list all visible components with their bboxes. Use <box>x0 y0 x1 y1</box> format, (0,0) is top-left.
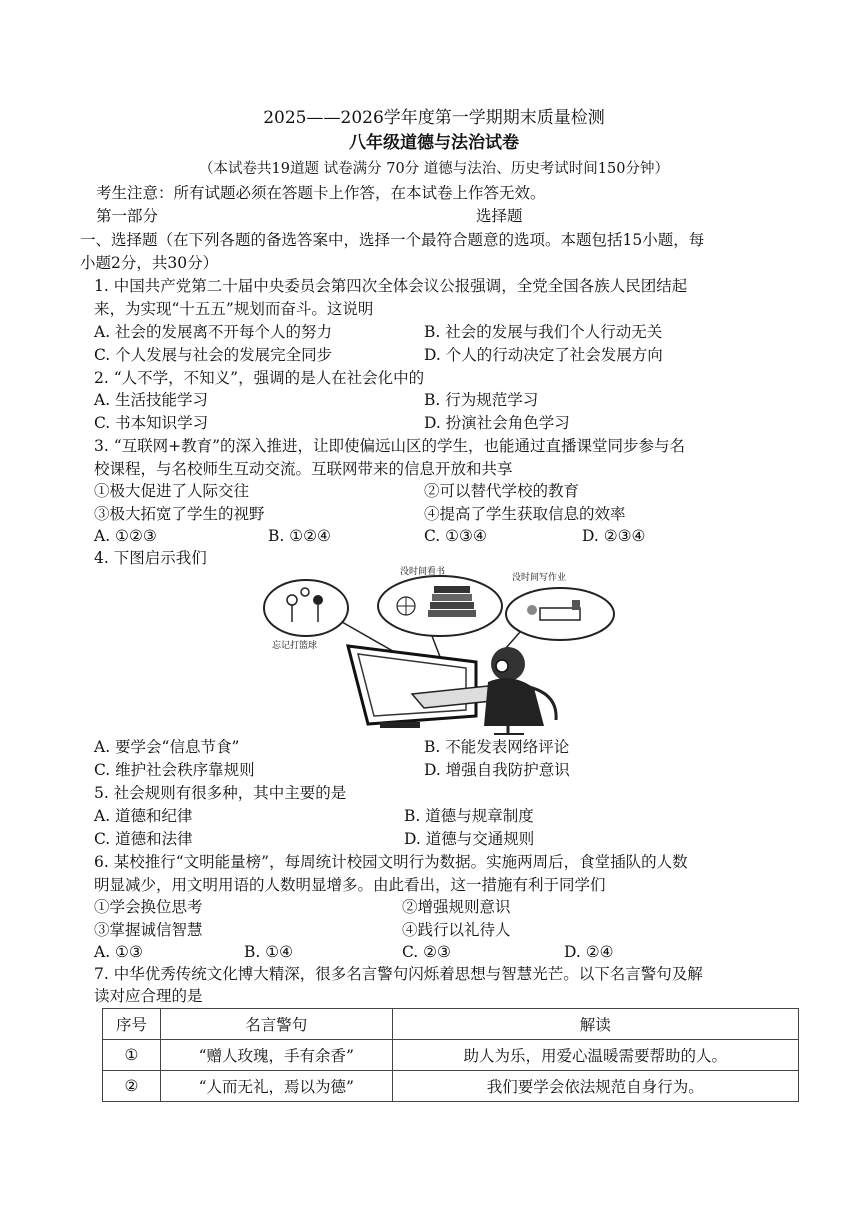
exam-info: （本试卷共19道题 试卷满分 70分 道德与法治、历史考试时间150分钟） <box>199 161 669 177</box>
q4-cartoon-illustration <box>262 566 618 736</box>
q7-cell-quote: “人而无礼，焉以为德” <box>160 1071 392 1102</box>
q6-option-d: D. ②④ <box>564 943 614 961</box>
q2-option-a: A. 生活技能学习 <box>94 391 209 409</box>
section-instruction-line2: 小题2分，共30分） <box>80 254 219 272</box>
table-row <box>103 1071 799 1102</box>
q3-option-c: C. ①③④ <box>424 527 487 545</box>
q2-option-d: D. 扮演社会角色学习 <box>424 414 570 432</box>
q7-header-quote: 名言警句 <box>160 1009 392 1040</box>
q4-stem: 4. 下图启示我们 <box>94 549 207 567</box>
q1-option-c: C. 个人发展与社会的发展完全同步 <box>94 346 333 364</box>
table-row <box>103 1040 799 1071</box>
bubble-label-homework: 没时间写作业 <box>512 573 567 583</box>
q7-stem-line2: 读对应合理的是 <box>94 987 203 1005</box>
q3-option-d: D. ②③④ <box>582 527 646 545</box>
bubble-label-reading: 没时间看书 <box>400 567 446 577</box>
exam-subtitle: 八年级道德与法治试卷 <box>349 133 519 153</box>
q6-statement-2: ②增强规则意识 <box>402 898 511 916</box>
q6-option-a: A. ①③ <box>94 943 143 961</box>
q5-stem: 5. 社会规则有很多种，其中主要的是 <box>94 784 347 802</box>
q7-table <box>102 1008 799 1102</box>
q3-stem-line2: 校课程，与名校师生互动交流。互联网带来的信息开放和共享 <box>94 460 513 478</box>
q5-option-c: C. 道德和法律 <box>94 830 193 848</box>
q1-option-a: A. 社会的发展离不开每个人的努力 <box>94 323 333 341</box>
q7-cell-interpretation: 我们要学会依法规范自身行为。 <box>392 1071 798 1102</box>
q3-stem-line1: 3. “互联网+教育”的深入推进，让即使偏远山区的学生，也能通过直播课堂同步参与名 <box>94 437 686 455</box>
q1-stem-line1: 1. 中国共产党第二十届中央委员会第四次全体会议公报强调，全党全国各族人民团结起 <box>94 277 688 295</box>
q7-stem-line1: 7. 中华优秀传统文化博大精深，很多名言警句闪烁着思想与智慧光芒。以下名言警句及解 <box>94 965 703 983</box>
q7-cell-interpretation: 助人为乐，用爱心温暖需要帮助的人。 <box>392 1040 798 1071</box>
q7-cell-quote: “赠人玫瑰，手有余香” <box>160 1040 392 1071</box>
q7-cell-number: ② <box>103 1071 161 1102</box>
q3-statement-3: ③极大拓宽了学生的视野 <box>94 505 265 523</box>
q6-statement-4: ④践行以礼待人 <box>402 921 511 939</box>
q1-option-b: B. 社会的发展与我们个人行动无关 <box>424 323 663 341</box>
section-instruction-line1: 一、选择题（在下列各题的备选答案中，选择一个最符合题意的选项。本题包括15小题，每 <box>80 231 705 249</box>
q4-option-b: B. 不能发表网络评论 <box>424 738 570 756</box>
q5-option-d: D. 道德与交通规则 <box>404 830 535 848</box>
q1-stem-line2: 来，为实现“十五五”规划而奋斗。这说明 <box>94 300 374 318</box>
q1-option-d: D. 个人的行动决定了社会发展方向 <box>424 346 663 364</box>
q2-option-b: B. 行为规范学习 <box>424 391 539 409</box>
exam-title: 2025——2026学年度第一学期期末质量检测 <box>263 108 605 128</box>
q6-option-b: B. ①④ <box>244 943 294 961</box>
q6-option-c: C. ②③ <box>402 943 451 961</box>
q3-option-a: A. ①②③ <box>94 527 157 545</box>
q3-statement-1: ①极大促进了人际交往 <box>94 482 250 500</box>
part-title: 选择题 <box>476 207 523 225</box>
q7-table-header-row <box>103 1009 799 1040</box>
q4-option-d: D. 增强自我防护意识 <box>424 761 570 779</box>
bubble-label-basketball: 忘记打篮球 <box>272 641 318 651</box>
exam-notice: 考生注意：所有试题必须在答题卡上作答，在本试卷上作答无效。 <box>96 184 546 202</box>
q4-option-c: C. 维护社会秩序靠规则 <box>94 761 255 779</box>
q5-option-b: B. 道德与规章制度 <box>404 807 534 825</box>
q6-stem-line1: 6. 某校推行“文明能量榜”，每周统计校园文明行为数据。实施两周后，食堂插队的人数 <box>94 853 688 871</box>
q6-stem-line2: 明显减少，用文明用语的人数明显增多。由此看出，这一措施有利于同学们 <box>94 876 606 894</box>
q5-option-a: A. 道德和纪律 <box>94 807 193 825</box>
q7-cell-number: ① <box>103 1040 161 1071</box>
part-label: 第一部分 <box>96 207 159 225</box>
q6-statement-3: ③掌握诚信智慧 <box>94 921 203 939</box>
q2-stem: 2. “人不学，不知义”，强调的是人在社会化中的 <box>94 369 425 387</box>
q6-statement-1: ①学会换位思考 <box>94 898 203 916</box>
q7-header-number: 序号 <box>103 1009 161 1040</box>
q7-header-interpretation: 解读 <box>392 1009 798 1040</box>
q4-option-a: A. 要学会“信息节食” <box>94 738 240 756</box>
q3-option-b: B. ①②④ <box>268 527 331 545</box>
q3-statement-4: ④提高了学生获取信息的效率 <box>424 505 626 523</box>
q2-option-c: C. 书本知识学习 <box>94 414 209 432</box>
q3-statement-2: ②可以替代学校的教育 <box>424 482 580 500</box>
